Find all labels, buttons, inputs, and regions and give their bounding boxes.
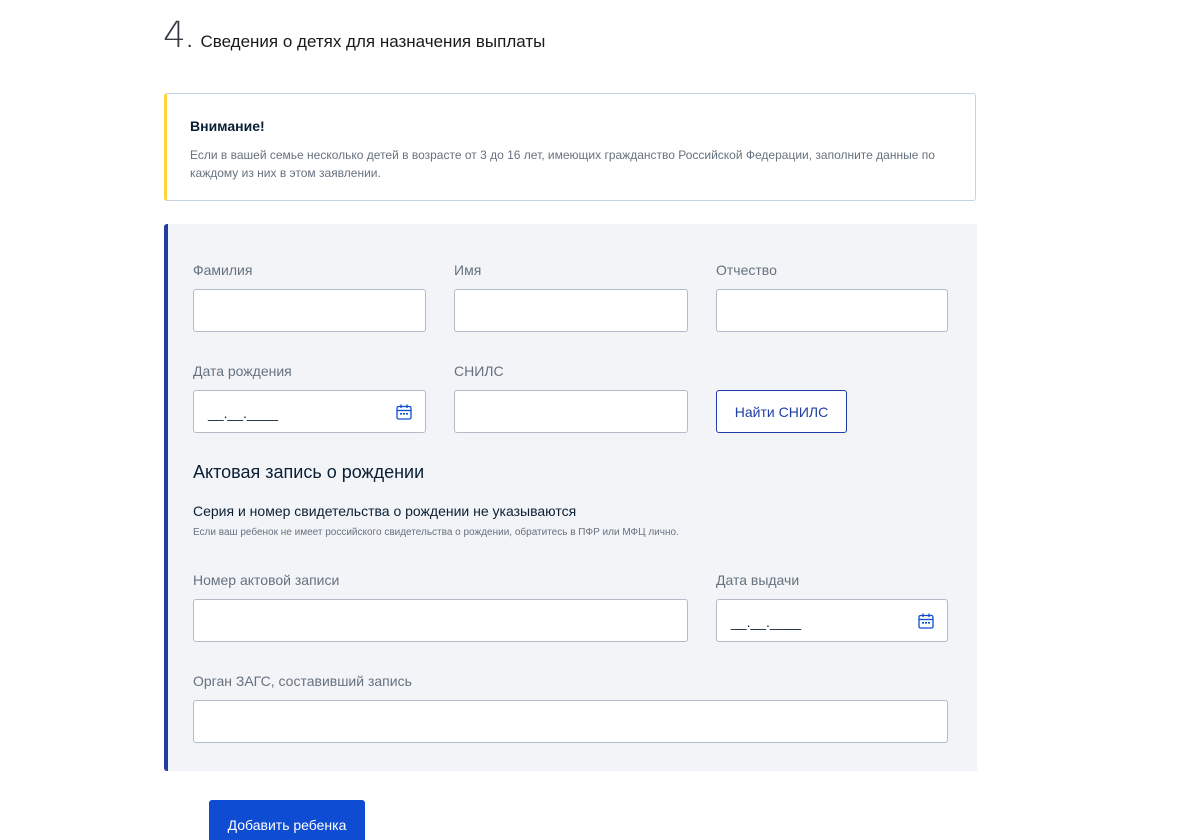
snils-input[interactable] bbox=[454, 390, 688, 433]
last-name-input[interactable] bbox=[193, 289, 426, 332]
patronymic-label: Отчество bbox=[716, 262, 777, 278]
birth-record-heading: Актовая запись о рождении bbox=[193, 462, 425, 482]
patronymic-input[interactable] bbox=[716, 289, 948, 332]
attention-alert bbox=[164, 93, 976, 201]
section-header bbox=[163, 16, 545, 60]
issue-date-mask: __.__.____ bbox=[731, 614, 802, 630]
birth-date-label: Дата рождения bbox=[193, 363, 292, 379]
section-number: 4 bbox=[163, 15, 185, 56]
birth-date-field[interactable] bbox=[193, 390, 426, 433]
certificate-note: Серия и номер свидетельства о рождении не указываются bbox=[193, 503, 577, 519]
section-title: Сведения о детях для назначения выплаты bbox=[200, 32, 546, 51]
first-name-label: Имя bbox=[454, 262, 482, 278]
add-child-button[interactable]: Добавить ребенка bbox=[209, 800, 365, 840]
child-form-panel bbox=[164, 224, 977, 771]
birth-date-mask: __.__.____ bbox=[208, 405, 279, 421]
alert-text: Если в вашей семье несколько детей в возрасте от 3 до 16 лет, имеющих гражданство Российской Федерации, заполните данные по каждому из них в этом заявлении. bbox=[190, 148, 935, 180]
last-name-label: Фамилия bbox=[193, 262, 253, 278]
registry-office-input[interactable] bbox=[193, 700, 948, 743]
certificate-hint: Если ваш ребенок не имеет российского свидетельства о рождении, обратитесь в ПФР или МФЦ лично. bbox=[193, 527, 679, 538]
issue-date-label: Дата выдачи bbox=[716, 572, 800, 588]
record-number-label: Номер актовой записи bbox=[193, 572, 340, 588]
calendar-icon[interactable] bbox=[395, 403, 413, 421]
find-snils-button[interactable]: Найти СНИЛС bbox=[716, 390, 847, 433]
registry-office-label: Орган ЗАГС, составивший запись bbox=[193, 673, 412, 689]
snils-label: СНИЛС bbox=[454, 363, 504, 379]
record-number-input[interactable] bbox=[193, 599, 688, 642]
alert-title: Внимание! bbox=[190, 118, 265, 134]
first-name-input[interactable] bbox=[454, 289, 688, 332]
issue-date-field[interactable] bbox=[716, 599, 948, 642]
section-number-dot: . bbox=[186, 30, 193, 52]
calendar-icon[interactable] bbox=[917, 612, 935, 630]
